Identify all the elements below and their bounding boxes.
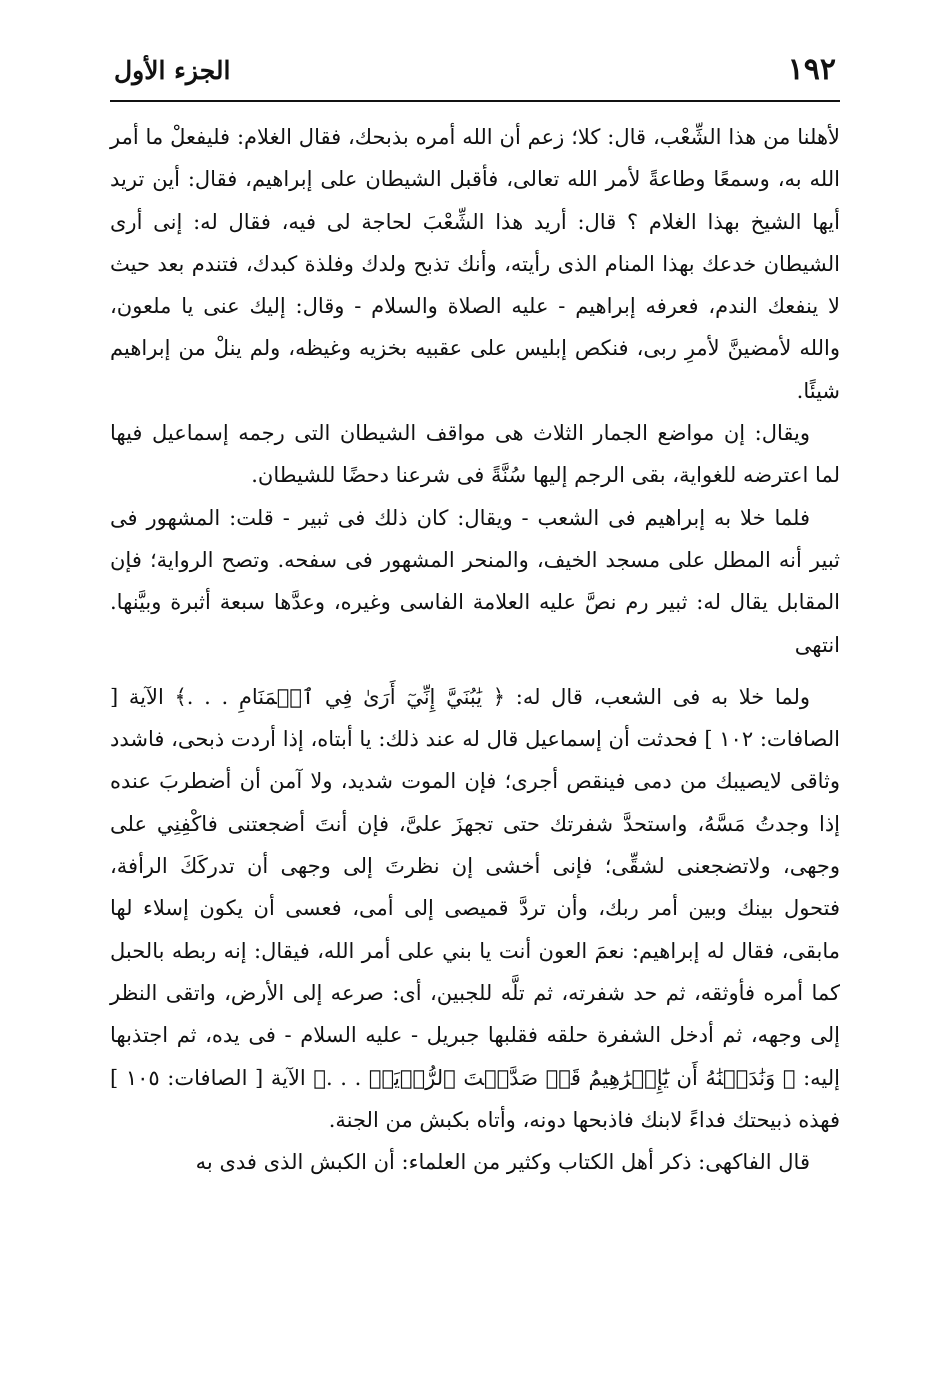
page-header — [110, 52, 840, 96]
page-number: ١٩٢ — [787, 52, 836, 87]
running-title: الجزء الأول — [114, 56, 231, 85]
header-rule — [110, 100, 840, 102]
paragraph-4: ولما خلا به فى الشعب، قال له: ﴿ يَٰبُنَيَّ إِنِّيٓ أَرَىٰ فِي ٱلۡمَنَامِ . . .﴾ الآية [ الصافات: ١٠٢ ] فحدثت أن إسماعيل قال له عند ذلك: يا أبتاه، إذا أردت ذبحى، فاشدد وثاقى لايصيبك من دمى فينقص أجرى؛ فإن الموت شديد، ولا آمن أن أضطربَ عنده إذا وجدتُ مَسَّهُ، واستحدَّ شفرتك حتى تجهزَ علىَّ، فإن أنتَ أضجعتنى فاكْفِنِي على وجهى، ولاتضجعنى لشقِّى؛ فإنى أخشى إن نظرتَ إلى وجهى أن تدركَكَ الرأفة، فتحول بينك وبين أمر ربك، وأن تردَّ قميصى إلى أمى، فعسى أن يكون إسلاء لها مابقى، فقال له إبراهيم: نعمَ العون أنت يا بني على أمر الله، فيقال: إنه ربطه بالحبل كما أمره فأوثقه، ثم حد شفرته، ثم تلَّه للجبين، أى: صرعه إلى الأرض، واتقى النظر إلى وجهه، ثم أدخل الشفرة حلقه فقلبها جبريل - عليه السلام - فى يده، ثم اجتذبها إليه: ﴿ وَنَٰدَيۡنَٰهُ أَن يَٰٓإِبۡرَٰهِيمُ قَدۡ صَدَّقۡتَ ٱلرُّءۡيَآۚ . . .﴾ الآية [ الصافات: ١٠٥ ] فهذه ذبيحتك فداءً لابنك فاذبحها دونه، وأتاه بكبش من الجنة. — [110, 684, 840, 1132]
paragraph-2: ويقال: إن مواضع الجمار الثلاث هى مواقف الشيطان التى رجمه إسماعيل فيها لما اعترضه للغواية، بقى الرجم إليها سُنَّةً فى شرعنا دحضًا للشيطان. — [110, 421, 840, 488]
paragraph-5: قال الفاكهى: ذكر أهل الكتاب وكثير من العلماء: أن الكبش الذى فدى به — [195, 1150, 810, 1175]
paragraph-3: فلما خلا به إبراهيم فى الشعب - ويقال: كان ذلك فى ثبير - قلت: المشهور فى ثبير أنه المطل على مسجد الخيف، والمنحر المشهور فى سفحه. وتصح الرواية؛ فإن المقابل يقال له: ثبير رم نصَّ عليه العلامة الفاسى وغيره، وعدَّها سبعة أثبرة وبيَّنها. انتهى — [110, 505, 840, 657]
paragraph-1: لأهلنا من هذا الشِّعْب، قال: كلا؛ زعم أن الله أمره بذبحك، فقال الغلام: فليفعلْ ما أمر الله به، وسمعًا وطاعةً لأمر الله تعالى، فأقبل الشيطان على إبراهيم، فقال: أين تريد أيها الشيخ بهذا الغلام ؟ قال: أريد هذا الشِّعْبَ لحاجة لى فيه، فقال له: إنى أرى الشيطان خدعك بهذا المنام الذى رأيته، وأنك تذبح ولدك وفلذة كبدك، فتندم بعد حيث لا ينفعك الندم، فعرفه إبراهيم - عليه الصلاة والسلام - وقال: إليك عنى يا ملعون، والله لأمضينَّ لأمرِ ربى، فنكص إبليس على عقبيه بخزيه وغيظه، ولم ينلْ من إبراهيم شيئًا. — [110, 125, 840, 403]
body-text — [110, 116, 840, 1183]
